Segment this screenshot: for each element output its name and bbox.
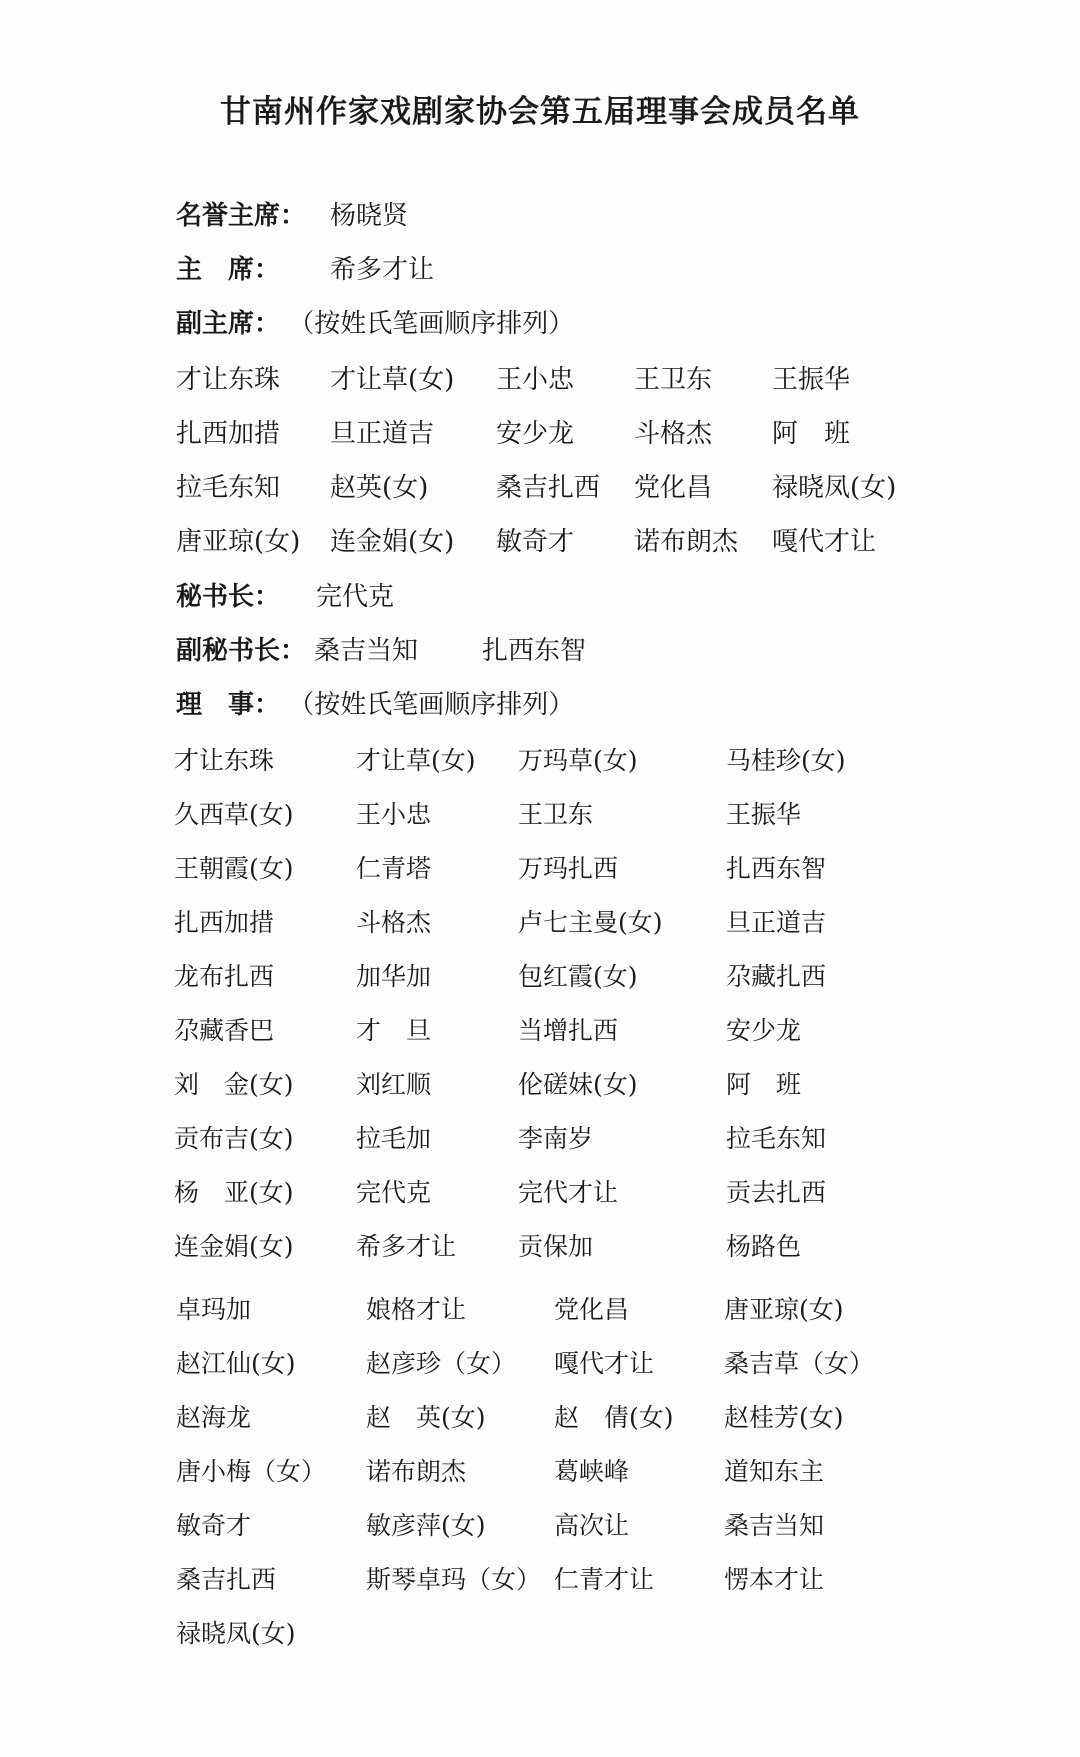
deputy-secretaries-line xyxy=(176,631,587,671)
director-name: 赵彦珍（女） xyxy=(366,1349,517,1378)
director-name: 才 旦 xyxy=(356,1016,432,1045)
director-name: 斗格杰 xyxy=(356,908,432,937)
director-name: 杨路色 xyxy=(726,1232,802,1261)
director-name: 卢七主曼(女) xyxy=(518,908,663,937)
director-name: 杨 亚(女) xyxy=(174,1178,294,1207)
director-name: 拉毛加 xyxy=(356,1124,432,1153)
honorary-chair-name: 杨晓贤 xyxy=(330,201,409,231)
director-name: 娘格才让 xyxy=(366,1295,467,1324)
director-name: 贡布吉(女) xyxy=(174,1124,294,1153)
director-name: 拉毛东知 xyxy=(726,1124,827,1153)
vice-chair-name: 斗格杰 xyxy=(634,419,713,449)
director-name: 敏奇才 xyxy=(176,1511,252,1540)
honorary-chair-label: 名誉主席： xyxy=(176,201,307,231)
vice-chair-name: 唐亚琼(女) xyxy=(176,527,301,557)
director-name: 赵 英(女) xyxy=(366,1403,486,1432)
director-name: 扎西加措 xyxy=(174,908,275,937)
director-name: 王朝霞(女) xyxy=(174,854,294,883)
director-name: 马桂珍(女) xyxy=(726,746,846,775)
director-name: 连金娟(女) xyxy=(174,1232,294,1261)
vice-chairs-heading xyxy=(176,304,574,344)
deputy-secretary-name: 扎西东智 xyxy=(482,636,587,666)
director-name: 王小忠 xyxy=(356,800,432,829)
secretary-general-line xyxy=(176,577,395,617)
secretary-general-name: 完代克 xyxy=(316,582,395,612)
director-name: 桑吉当知 xyxy=(724,1511,825,1540)
director-name: 赵海龙 xyxy=(176,1403,252,1432)
director-name: 尕藏香巴 xyxy=(174,1016,275,1045)
director-name: 阿 班 xyxy=(726,1070,802,1099)
chair-name: 希多才让 xyxy=(330,255,435,285)
director-name: 李南岁 xyxy=(518,1124,594,1153)
director-name: 赵江仙(女) xyxy=(176,1349,296,1378)
vice-chair-name: 扎西加措 xyxy=(176,419,281,449)
director-name: 嘎代才让 xyxy=(554,1349,655,1378)
director-name: 加华加 xyxy=(356,962,432,991)
directors-label: 理 事： xyxy=(176,690,281,720)
director-name: 才让草(女) xyxy=(356,746,476,775)
director-name: 完代克 xyxy=(356,1178,432,1207)
vice-chair-name: 王卫东 xyxy=(634,365,713,395)
director-name: 当增扎西 xyxy=(518,1016,619,1045)
vice-chair-name: 赵英(女) xyxy=(330,473,429,503)
vice-chair-name: 桑吉扎西 xyxy=(496,473,601,503)
vice-chair-name: 王小忠 xyxy=(496,365,575,395)
vice-chair-name: 拉毛东知 xyxy=(176,473,281,503)
vice-chair-name: 嘎代才让 xyxy=(772,527,877,557)
director-name: 扎西东智 xyxy=(726,854,827,883)
director-name: 禄晓凤(女) xyxy=(176,1619,296,1648)
director-name: 道知东主 xyxy=(724,1457,825,1486)
director-name: 仁青才让 xyxy=(554,1565,655,1594)
director-name: 王振华 xyxy=(726,800,802,829)
director-name: 包红霞(女) xyxy=(518,962,638,991)
director-name: 万玛扎西 xyxy=(518,854,619,883)
director-name: 敏彦萍(女) xyxy=(366,1511,486,1540)
chair-line xyxy=(176,250,435,290)
directors-note: （按姓氏笔画顺序排列） xyxy=(288,690,575,720)
director-name: 高次让 xyxy=(554,1511,630,1540)
director-name: 贡去扎西 xyxy=(726,1178,827,1207)
vice-chair-name: 连金娟(女) xyxy=(330,527,455,557)
director-name: 刘 金(女) xyxy=(174,1070,294,1099)
honorary-chair-line xyxy=(176,196,409,236)
director-name: 桑吉草（女） xyxy=(724,1349,875,1378)
vice-chair-name: 王振华 xyxy=(772,365,851,395)
director-name: 愣本才让 xyxy=(724,1565,825,1594)
director-name: 才让东珠 xyxy=(174,746,275,775)
director-name: 卓玛加 xyxy=(176,1295,252,1324)
director-name: 安少龙 xyxy=(726,1016,802,1045)
director-name: 斯琴卓玛（女） xyxy=(366,1565,542,1594)
director-name: 万玛草(女) xyxy=(518,746,638,775)
director-name: 贡保加 xyxy=(518,1232,594,1261)
vice-chair-name: 安少龙 xyxy=(496,419,575,449)
director-name: 王卫东 xyxy=(518,800,594,829)
director-name: 旦正道吉 xyxy=(726,908,827,937)
document-title: 甘南州作家戏剧家协会第五届理事会成员名单 xyxy=(220,94,860,130)
director-name: 诺布朗杰 xyxy=(366,1457,467,1486)
director-name: 赵 倩(女) xyxy=(554,1403,674,1432)
director-name: 尕藏扎西 xyxy=(726,962,827,991)
vice-chairs-label: 副主席： xyxy=(176,309,281,339)
director-name: 桑吉扎西 xyxy=(176,1565,277,1594)
vice-chair-name: 党化昌 xyxy=(634,473,713,503)
vice-chair-name: 禄晓凤(女) xyxy=(772,473,897,503)
secretary-general-label: 秘书长： xyxy=(176,582,281,612)
director-name: 伦磋妹(女) xyxy=(518,1070,638,1099)
vice-chair-name: 旦正道吉 xyxy=(330,419,435,449)
vice-chair-name: 才让草(女) xyxy=(330,365,455,395)
director-name: 葛峡峰 xyxy=(554,1457,630,1486)
vice-chairs-note: （按姓氏笔画顺序排列） xyxy=(288,309,575,339)
director-name: 唐小梅（女） xyxy=(176,1457,327,1486)
director-name: 龙布扎西 xyxy=(174,962,275,991)
director-name: 完代才让 xyxy=(518,1178,619,1207)
director-name: 党化昌 xyxy=(554,1295,630,1324)
director-name: 久西草(女) xyxy=(174,800,294,829)
directors-heading xyxy=(176,685,574,725)
director-name: 仁青塔 xyxy=(356,854,432,883)
director-name: 赵桂芳(女) xyxy=(724,1403,844,1432)
vice-chair-name: 阿 班 xyxy=(772,419,851,449)
director-name: 刘红顺 xyxy=(356,1070,432,1099)
director-name: 唐亚琼(女) xyxy=(724,1295,844,1324)
director-name: 希多才让 xyxy=(356,1232,457,1261)
vice-chair-name: 才让东珠 xyxy=(176,365,281,395)
vice-chair-name: 诺布朗杰 xyxy=(634,527,739,557)
vice-chair-name: 敏奇才 xyxy=(496,527,575,557)
deputy-secretary-name: 桑吉当知 xyxy=(314,636,419,666)
deputy-secretaries-label: 副秘书长： xyxy=(176,636,307,666)
chair-label: 主 席： xyxy=(176,255,281,285)
